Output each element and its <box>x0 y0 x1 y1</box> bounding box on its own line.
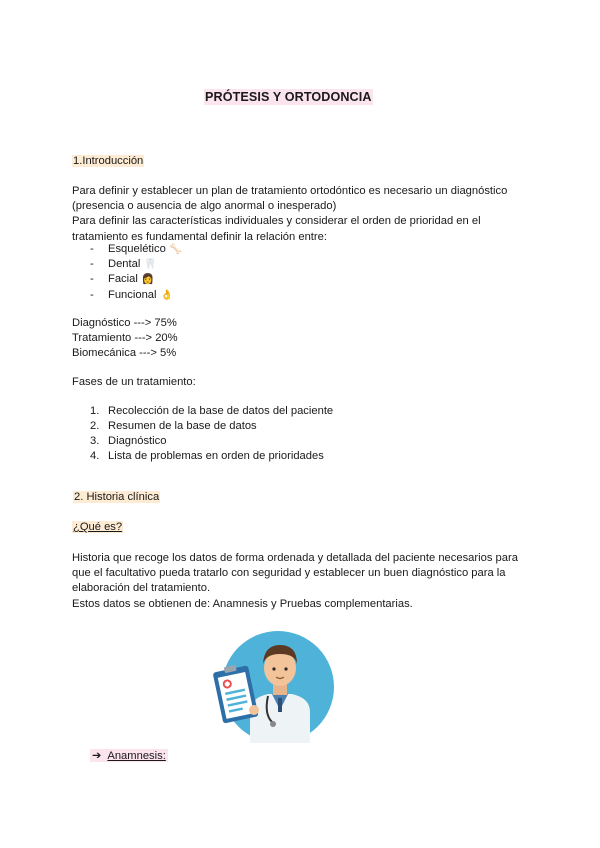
text-line: Estos datos se obtienen de: Anamnesis y Pruebas complementarias. <box>72 597 413 610</box>
page-title: PRÓTESIS Y ORTODONCIA <box>205 90 372 104</box>
list-item: 1. Recolección de la base de datos del paciente <box>90 405 334 417</box>
phases-list <box>90 404 333 464</box>
list-item: - Dental 🦷 <box>90 258 157 271</box>
text-line: Para definir y establecer un plan de tratamiento ortodóntico es necesario un diagnóstico <box>72 185 508 197</box>
section-heading-introduccion: 1.Introducción <box>73 155 144 167</box>
stat-line: Biomecánica ---> 5% <box>72 347 177 360</box>
list-item: 3. Diagnóstico <box>90 435 167 447</box>
woman-icon: 👩 <box>141 274 155 286</box>
anamnesis-label: Anamnesis: <box>107 750 166 762</box>
text-line: Para definir las características individuales y considerar el orden de prioridad en el <box>72 215 481 228</box>
intro-paragraph <box>72 184 552 245</box>
arrow-right-icon: ➔ <box>92 750 102 762</box>
question-subheading: ¿Qué es? <box>73 521 123 533</box>
list-item: 4. Lista de problemas en orden de prioridades <box>90 450 324 462</box>
phases-label: Fases de un tratamiento: <box>72 376 196 388</box>
historia-paragraph <box>72 551 552 612</box>
text-line: Historia que recoge los datos de forma ordenada y detallada del paciente necesarios para <box>72 552 518 564</box>
list-item: 2. Resumen de la base de datos <box>90 420 257 432</box>
text-line: (presencia o ausencia de algo anormal o inesperado) <box>72 200 337 213</box>
list-item: - Facial 👩 <box>90 273 155 286</box>
bone-icon: 🦴 <box>169 244 183 255</box>
anamnesis-bullet <box>90 749 168 762</box>
list-item: - Esquelético 🦴 <box>90 243 183 255</box>
stat-line: Tratamiento ---> 20% <box>72 332 178 345</box>
list-item: - Funcional 👌 <box>90 288 173 301</box>
stat-line: Diagnóstico ---> 75% <box>72 317 177 329</box>
text-line: que el facultativo pueda tratarlo con seguridad y establecer un buen diagnóstico para la <box>72 567 506 580</box>
relations-list <box>90 242 182 303</box>
section-heading-historia-clinica: 2. Historia clínica <box>74 491 160 503</box>
ok-hand-icon: 👌 <box>160 289 173 301</box>
text-line: elaboración del tratamiento. <box>72 582 211 595</box>
text-line: tratamiento es fundamental definir la relación entre: <box>72 230 327 243</box>
doctor-illustration <box>210 630 335 745</box>
tooth-icon: 🦷 <box>144 259 157 271</box>
stats-block <box>72 316 552 362</box>
